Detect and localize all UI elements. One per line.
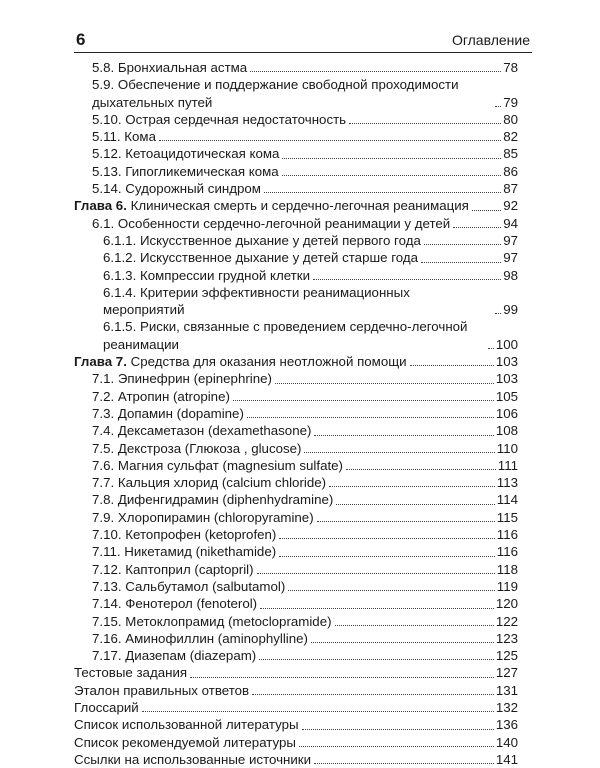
toc-page-number: 116 [496,527,518,543]
toc-entry [74,422,518,439]
toc-entry-title [92,561,254,578]
toc-entry-title [92,76,492,111]
dot-leader [279,556,495,557]
toc-entry-text: 6.1.3. Компрессии грудной клетки [103,267,311,283]
toc-page-number: 85 [503,146,518,162]
toc-entry-text: 7.15. Метоклопрамид (metoclopramide) [92,613,332,629]
dot-leader [302,729,494,730]
toc-page-number: 122 [495,613,518,629]
toc-entry-text: 5.13. Гипогликемическая кома [92,163,279,179]
toc-page-number: 110 [496,440,518,456]
toc-entry-title [92,474,326,491]
toc-page-number: 92 [503,198,518,214]
toc-entry-title [92,595,257,612]
toc-entry-text: 6.1.2. Искусственное дыхание у детей старше года [103,250,419,266]
toc-page-number: 111 [497,457,518,473]
toc-entry-title [92,491,333,508]
toc-page-number: 132 [495,699,518,715]
toc-entry [74,145,518,162]
toc-entry-text: 7.3. Допамин (dopamine) [92,405,244,421]
toc-entry [74,249,518,266]
toc-entry-title [92,647,256,664]
dot-leader [317,521,495,522]
dot-leader [304,452,494,453]
toc-entry-title [92,59,247,76]
toc-entry-text: 5.14. Судорожный синдром [92,181,261,197]
toc-entry-text: 7.9. Хлоропирамин (chloropyramine) [92,509,314,525]
toc-page-number: 120 [495,596,518,612]
chapter-label: Глава 6. [74,198,127,214]
toc-page-number: 103 [495,354,518,370]
toc-entry-title [92,440,301,457]
toc-entry [74,440,518,457]
dot-leader [314,435,493,436]
toc-page-number: 141 [495,751,518,767]
dot-leader [313,279,501,280]
toc-entry-text: Список использованной литературы [74,717,299,733]
toc-entry-text: 7.6. Магния сульфат (magnesium sulfate) [92,457,343,473]
toc-entry-title [92,163,279,180]
dot-leader [495,106,501,107]
dot-leader [311,642,494,643]
toc-entry-text: Средства для оказания неотложной помощи [130,354,407,370]
toc-page-number: 131 [495,682,518,698]
dot-leader [424,244,501,245]
toc-entry [74,215,518,232]
toc-entry-text: 7.1. Эпинефрин (epinephrine) [92,371,272,387]
toc-page-number: 98 [503,267,518,283]
toc-entry [74,561,518,578]
toc-entry-text: 7.8. Дифенгидрамин (diphenhydramine) [92,492,334,508]
dot-leader [349,123,501,124]
toc-entry-text: 7.4. Дексаметазон (dexamethasone) [92,423,312,439]
toc-entry [74,128,518,145]
table-of-contents [74,59,518,768]
toc-entry [74,76,518,111]
toc-page-number: 105 [495,388,518,404]
toc-entry-text: Клиническая смерть и сердечно-легочная реанимация [130,198,469,214]
dot-leader [259,659,494,660]
dot-leader [472,210,501,211]
toc-page-number: 86 [503,163,518,179]
toc-entry-title [103,232,421,249]
toc-entry [74,388,518,405]
toc-entry-title [74,353,407,370]
toc-entry-title [103,284,492,319]
toc-entry-title [92,630,308,647]
toc-entry-text: 7.16. Аминофиллин (aminophylline) [92,630,308,646]
dot-leader [314,763,494,764]
toc-entry [74,405,518,422]
toc-entry-text: 6.1.5. Риски, связанные с проведением сердечно-легочной реанимации [103,319,468,352]
toc-page-number: 140 [495,734,518,750]
toc-page-number: 136 [495,717,518,733]
toc-entry-text: Ссылки на использованные источники [74,751,312,767]
toc-entry-title [92,422,311,439]
toc-entry [74,682,518,699]
toc-entry-text: 5.12. Кетоацидотическая кома [92,146,280,162]
dot-leader [250,71,501,72]
toc-entry [74,370,518,387]
dot-leader [190,677,494,678]
toc-entry [74,457,518,474]
dot-leader [329,486,495,487]
toc-entry [74,353,518,370]
toc-page-number: 119 [496,578,518,594]
toc-page-number: 127 [495,665,518,681]
toc-entry-text: 7.2. Атропин (atropine) [92,388,230,404]
toc-page-number: 78 [503,60,518,75]
toc-entry-text: 7.10. Кетопрофен (ketoprofen) [92,527,277,543]
dot-leader [488,348,494,349]
toc-page-number: 123 [495,630,518,646]
toc-entry-text: 5.9. Обеспечение и поддержание свободной проходимости дыхательных путей [92,77,459,110]
toc-entry-title [92,578,285,595]
dot-leader [159,140,501,141]
toc-entry-title [92,509,314,526]
toc-entry-text: Эталон правильных ответов [74,682,250,698]
chapter-label: Глава 7. [74,354,127,370]
toc-page-number: 115 [496,509,518,525]
toc-entry-text: 7.5. Декстроза (Глюкоза , glucose) [92,440,302,456]
dot-leader [233,400,494,401]
toc-page-number: 100 [495,336,518,352]
dot-leader [453,227,501,228]
toc-entry-title [92,543,276,560]
toc-entry [74,526,518,543]
toc-entry-text: 7.12. Каптоприл (captopril) [92,561,254,577]
toc-entry-text: 5.10. Острая сердечная недостаточность [92,111,347,127]
dot-leader [288,590,495,591]
toc-page-number: 125 [495,648,518,664]
dot-leader [410,365,494,366]
toc-entry-text: Список рекомендуемой литературы [74,734,296,750]
dot-leader [264,192,501,193]
toc-entry-title [92,457,343,474]
toc-entry [74,232,518,249]
toc-entry-text: Тестовые задания [74,665,188,681]
dot-leader [282,175,502,176]
toc-page-number: 114 [496,492,518,508]
toc-page-number: 106 [495,405,518,421]
header-rule [74,52,532,53]
toc-entry [74,613,518,630]
toc-entry-title [74,751,311,768]
toc-page-number: 82 [503,129,518,145]
toc-entry-title [74,716,299,733]
toc-entry [74,267,518,284]
toc-entry [74,630,518,647]
toc-entry [74,647,518,664]
toc-entry [74,578,518,595]
toc-entry-title [74,699,139,716]
toc-entry [74,716,518,733]
toc-entry-text: 6.1.4. Критерии эффективности реанимационных мероприятий [103,284,410,318]
toc-entry-text: 7.7. Кальция хлорид (calcium chloride) [92,475,327,491]
toc-entry-title [92,145,279,162]
dot-leader [260,608,494,609]
toc-entry-title [92,215,450,232]
toc-entry-title [74,682,249,699]
toc-entry-title [92,180,261,197]
dot-leader [247,417,494,418]
toc-page-number: 94 [503,215,518,231]
toc-entry [74,180,518,197]
toc-entry-title [74,197,469,214]
toc-entry-text: 7.13. Сальбутамол (salbutamol) [92,578,286,594]
running-head: Оглавление [451,32,530,48]
toc-entry [74,284,518,319]
toc-entry [74,163,518,180]
toc-entry-text: 7.11. Никетамид (nikethamide) [92,544,277,560]
toc-entry-text: 6.1.1. Искусственное дыхание у детей первого года [103,232,421,248]
toc-entry [74,111,518,128]
toc-entry-title [92,526,276,543]
dot-leader [346,469,496,470]
toc-page-number: 80 [503,111,518,127]
toc-entry-title [92,111,346,128]
dot-leader [421,262,501,263]
toc-entry-text: 6.1. Особенности сердечно-легочной реанимации у детей [92,215,451,231]
toc-entry [74,509,518,526]
toc-page-number: 87 [503,181,518,197]
dot-leader [336,504,495,505]
toc-entry [74,699,518,716]
dot-leader [252,694,494,695]
dot-leader [495,313,501,314]
toc-entry [74,543,518,560]
toc-entry [74,474,518,491]
dot-leader [257,573,495,574]
toc-page-number: 116 [496,544,518,560]
toc-entry [74,595,518,612]
toc-entry-title [74,664,187,681]
toc-entry [74,734,518,751]
toc-page-number: 118 [496,561,518,577]
toc-entry [74,491,518,508]
toc-page-number: 113 [496,475,518,491]
toc-entry [74,197,518,214]
toc-entry-title [92,370,272,387]
toc-page-number: 97 [503,232,518,248]
toc-entry-title [92,388,230,405]
toc-entry [74,318,518,353]
toc-entry-title [92,405,244,422]
toc-entry [74,59,518,76]
toc-page-number: 99 [503,302,518,318]
toc-page-number: 97 [503,250,518,266]
toc-page-number: 103 [495,371,518,387]
toc-entry-text: Глоссарий [74,699,139,715]
page-number: 6 [76,30,86,49]
toc-entry-text: 7.17. Диазепам (diazepam) [92,648,257,664]
toc-page-number: 108 [495,423,518,439]
toc-entry-text: 5.11. Кома [92,129,156,145]
toc-entry-title [103,318,485,353]
toc-entry-title [92,613,332,630]
toc-entry [74,664,518,681]
toc-page-number: 79 [503,94,518,110]
dot-leader [282,158,501,159]
dot-leader [299,746,494,747]
toc-entry-title [103,267,310,284]
dot-leader [279,538,494,539]
toc-entry-title [103,249,418,266]
toc-entry-title [74,734,296,751]
toc-entry [74,751,518,768]
dot-leader [335,625,494,626]
toc-entry-text: 7.14. Фенотерол (fenoterol) [92,596,258,612]
dot-leader [142,711,494,712]
toc-entry-title [92,128,156,145]
toc-entry-text: 5.8. Бронхиальная астма [92,60,248,75]
dot-leader [275,383,494,384]
